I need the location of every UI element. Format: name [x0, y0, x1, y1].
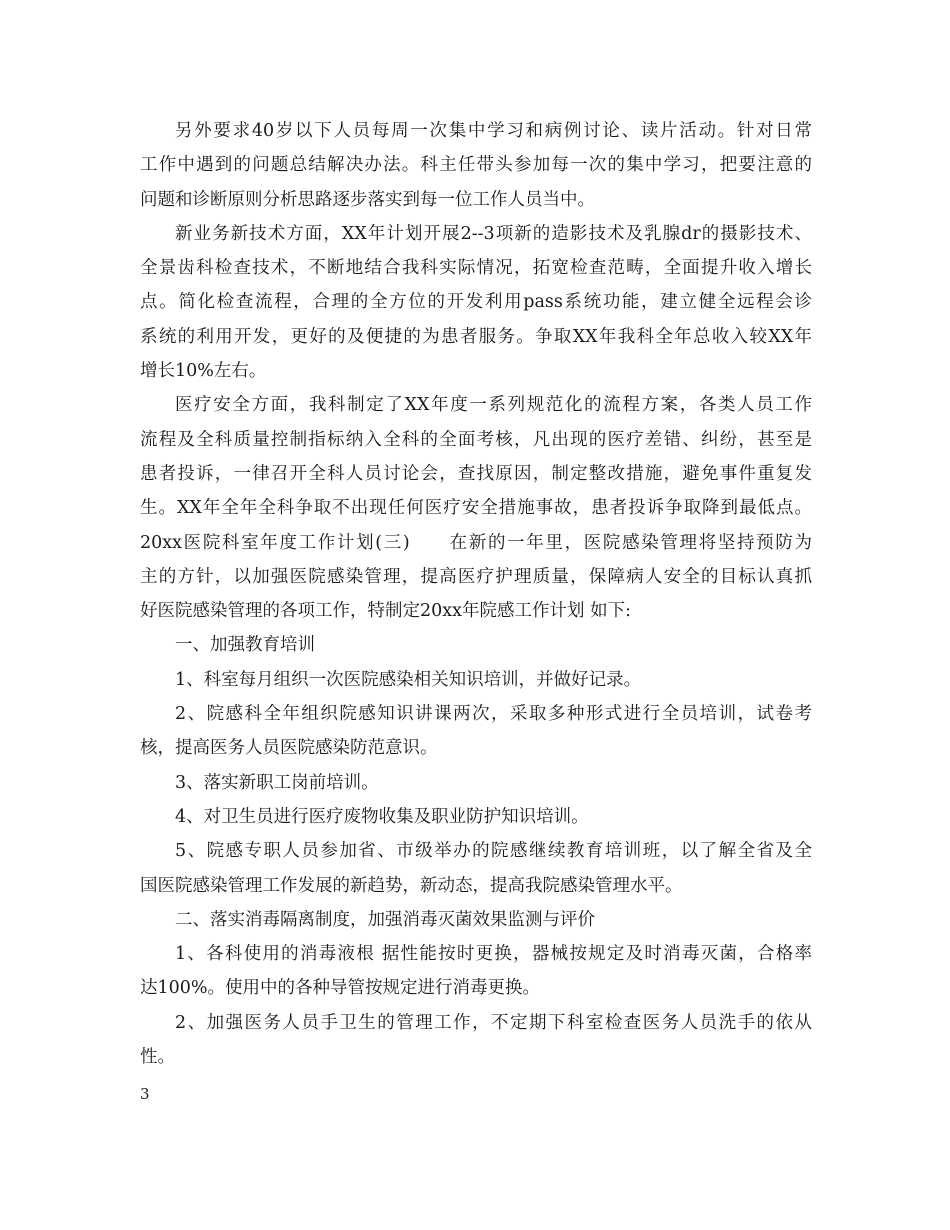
text-line: 一、加强教育培训 — [175, 635, 315, 656]
text-line: 二、落实消毒隔离制度，加强消毒灭菌效果监测与评价 — [175, 909, 595, 930]
text-line: 性。 — [140, 1047, 175, 1068]
text-line: 医疗安全方面，我科制定了XX年度一系列规范化的流程方案，各类人员工作 — [175, 395, 812, 416]
document-body — [140, 114, 812, 1074]
text-line: 问题和诊断原则分析思路逐步落实到每一位工作人员当中。 — [140, 189, 595, 210]
text-line: 1、各科使用的消毒液根 据性能按时更换，器械按规定及时消毒灭菌，合格率 — [175, 944, 812, 965]
text-line: 达100%。使用中的各种导管按规定进行消毒更换。 — [140, 978, 541, 999]
text-line: 新业务新技术方面，XX年计划开展2--3项新的造影技术及乳腺dr的摄影技术、 — [175, 223, 812, 244]
text-line: 系统的利用开发，更好的及便捷的为患者服务。争取XX年我科全年总收入较XX年 — [140, 326, 812, 347]
text-line: 点。简化检查流程，合理的全方位的开发利用pass系统功能，建立健全远程会诊 — [140, 292, 812, 313]
text-line: 4、对卫生员进行医疗废物收集及职业防护知识培训。 — [175, 806, 589, 827]
text-line: 主的方针，以加强医院感染管理，提高医疗护理质量，保障病人安全的目标认真抓 — [140, 566, 812, 587]
text-line: 核，提高医务人员医院感染防范意识。 — [140, 738, 438, 759]
text-line: 好医院感染管理的各项工作，特制定20xx年院感工作计划 如下: — [140, 601, 631, 622]
text-line: 20xx医院科室年度工作计划(三) 在新的一年里，医院感染管理将坚持预防为 — [140, 532, 812, 553]
text-line: 全景齿科检查技术，不断地结合我科实际情况，拓宽检查范畴，全面提升收入增长 — [140, 258, 812, 279]
text-line: 1、科室每月组织一次医院感染相关知识培训，并做好记录。 — [175, 669, 642, 690]
page-number: 3 — [140, 1085, 150, 1103]
text-line: 生。XX年全年全科争取不出现任何医疗安全措施事故，患者投诉争取降到最低点。 — [140, 498, 812, 519]
text-line: 国医院感染管理工作发展的新趋势，新动态，提高我院感染管理水平。 — [140, 875, 683, 896]
text-line: 患者投诉，一律召开全科人员讨论会，查找原因，制定整改措施，避免事件重复发 — [140, 463, 812, 484]
text-line: 另外要求40岁以下人员每周一次集中学习和病例讨论、读片活动。针对日常 — [175, 121, 812, 141]
text-line: 2、加强医务人员手卫生的管理工作，不定期下科室检查医务人员洗手的依从 — [175, 1012, 812, 1033]
text-line: 3、落实新职工岗前培训。 — [175, 772, 379, 793]
text-line: 2、院感科全年组织院感知识讲课两次，采取多种形式进行全员培训，试卷考 — [175, 704, 812, 725]
text-line: 增长10%左右。 — [140, 361, 267, 382]
text-line: 5、院感专职人员参加省、市级举办的院感继续教育培训班，以了解全省及全 — [175, 841, 812, 862]
text-line: 工作中遇到的问题总结解决办法。科主任带头参加每一次的集中学习，把要注意的 — [140, 155, 812, 176]
text-line: 流程及全科质量控制指标纳入全科的全面考核，凡出现的医疗差错、纠纷，甚至是 — [140, 429, 812, 450]
